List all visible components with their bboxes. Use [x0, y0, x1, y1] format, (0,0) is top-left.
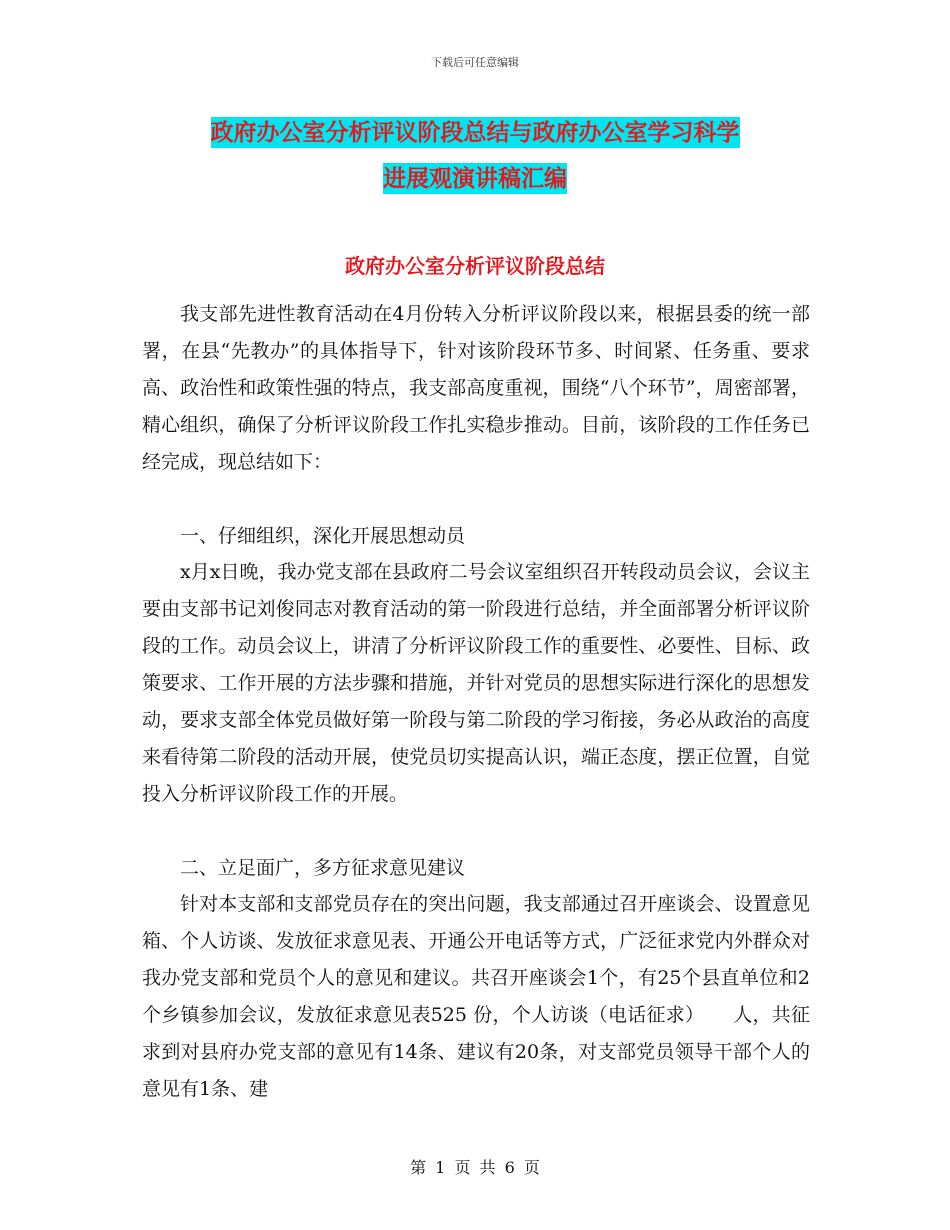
document-title-line2: 进展观演讲稿汇编 [383, 165, 567, 192]
header-note: 下载后可任意编辑 [431, 56, 519, 69]
subheading-1: 一、仔细组织，深化开展思想动员 [180, 525, 466, 547]
subheading-2: 二、立足面广，多方征求意见建议 [180, 857, 466, 879]
document-title [140, 110, 810, 202]
page-footer: 第 1 页 共 6 页 [410, 1158, 540, 1177]
section-title: 政府办公室分析评议阶段总结 [345, 254, 605, 278]
paragraph-opinions: 针对本支部和支部党员存在的突出问题，我支部通过召开座谈会、设置意见箱、个人访谈、发放征求意见表、开通公开电话等方式，广泛征求党内外群众对我办党支部和党员个人的意见和建议。共召开座谈会1个，有25个县直单位和2个乡镇参加会议，发放征求意见表525 份，个人访谈（电话征求） 人，共征求到对县府办党支部的意见有14条、建议有20条，对支部党员领导干部个人的意见有1条、建 [142, 893, 810, 1100]
paragraph-mobilization: x月x日晚，我办党支部在县政府二号会议室组织召开转段动员会议，会议主要由支部书记刘俊同志对教育活动的第一阶段进行总结，并全面部署分析评议阶段的工作。动员会议上，讲清了分析评议阶段工作的重要性、必要性、目标、政策要求、工作开展的方法步骤和措施，并针对党员的思想实际进行深化的思想发动，要求支部全体党员做好第一阶段与第二阶段的学习衔接，务必从政治的高度来看待第二阶段的活动开展，使党员切实提高认识，端正态度，摆正位置，自觉投入分析评议阶段工作的开展。 [142, 561, 810, 805]
paragraph-intro: 我支部先进性教育活动在4月份转入分析评议阶段以来，根据县委的统一部署，在县“先教办”的具体指导下，针对该阶段环节多、时间紧、任务重、要求高、政治性和政策性强的特点，我支部高度重视，围绕“八个环节”，周密部署，精心组织，确保了分析评议阶段工作扎实稳步推动。目前，该阶段的工作任务已经完成，现总结如下： [142, 303, 810, 473]
document-title-line1: 政府办公室分析评议阶段总结与政府办公室学习科学 [210, 119, 740, 146]
